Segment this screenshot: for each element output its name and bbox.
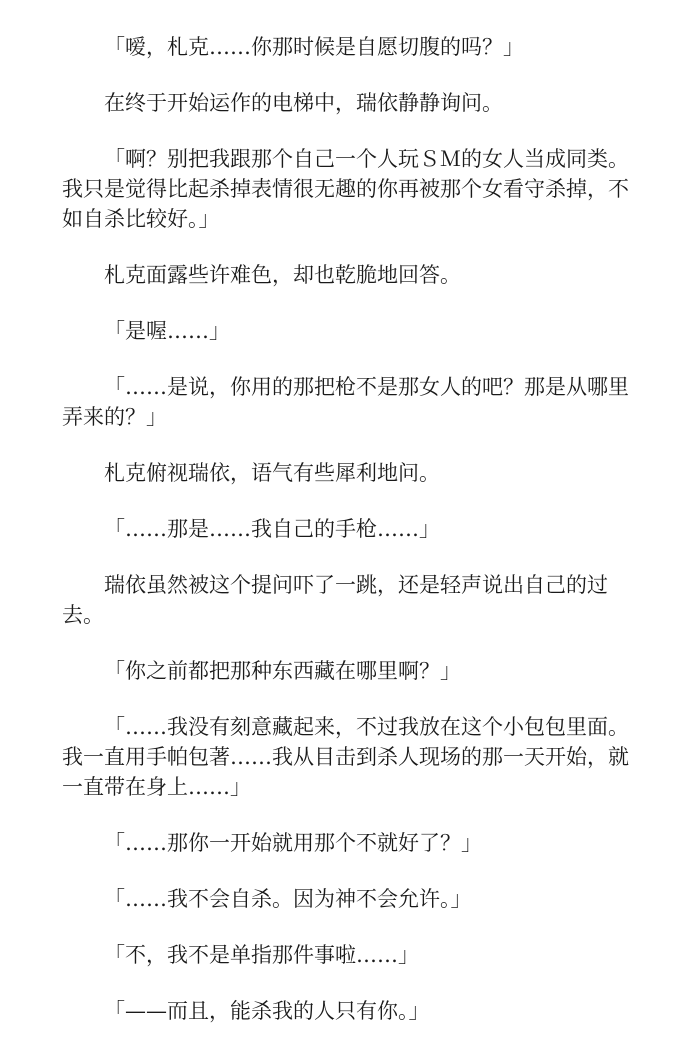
paragraph: 瑞依虽然被这个提问吓了一跳，还是轻声说出自己的过去。 xyxy=(62,573,608,627)
paragraph: 「是喔……」 xyxy=(104,319,230,343)
paragraph: 「——而且，能杀我的人只有你。」 xyxy=(104,999,430,1023)
paragraph: 「……那是……我自己的手枪……」 xyxy=(104,517,440,541)
paragraph: 「嗳，札克……你那时候是自愿切腹的吗？」 xyxy=(104,35,524,59)
paragraph: 「……那你一开始就用那个不就好了？」 xyxy=(104,831,482,855)
paragraph: 在终于开始运作的电梯中，瑞依静静询问。 xyxy=(104,91,503,115)
paragraph: 「啊？别把我跟那个自己一个人玩ＳＭ的女人当成同类。我只是觉得比起杀掉表情很无趣的你再被那个女看守杀掉，不如自杀比较好。」 xyxy=(62,147,629,231)
paragraph: 「……我不会自杀。因为神不会允许。」 xyxy=(104,887,472,911)
paragraph: 札克面露些许难色，却也乾脆地回答。 xyxy=(104,263,461,287)
document-page xyxy=(62,32,646,1052)
paragraph: 札克俯视瑞依，语气有些犀利地问。 xyxy=(104,461,440,485)
paragraph: 「你之前都把那种东西藏在哪里啊？」 xyxy=(104,659,461,683)
paragraph: 「……是说，你用的那把枪不是那女人的吧？那是从哪里弄来的？」 xyxy=(62,375,629,429)
paragraph: 「……我没有刻意藏起来，不过我放在这个小包包里面。我一直用手帕包著……我从目击到杀人现场的那一天开始，就一直带在身上……」 xyxy=(62,715,629,799)
paragraph: 「不，我不是单指那件事啦……」 xyxy=(104,943,419,967)
